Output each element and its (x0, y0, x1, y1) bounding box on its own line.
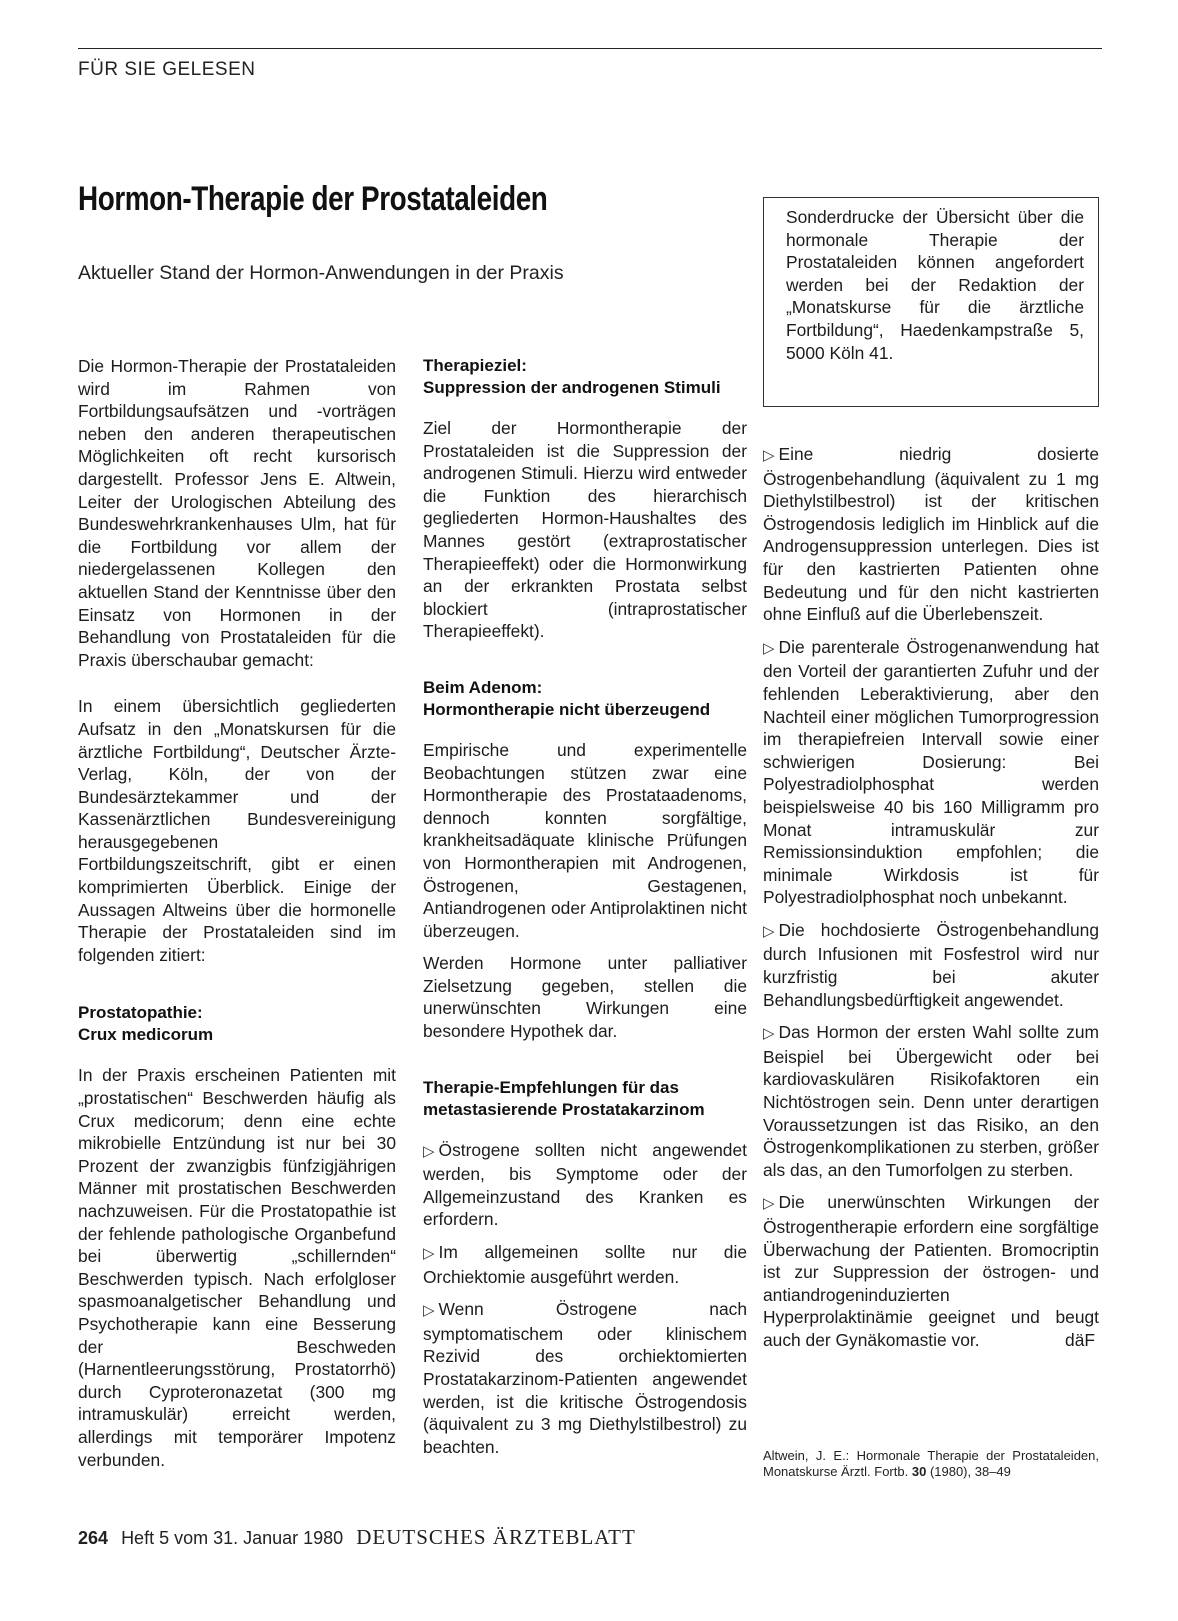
therapieziel-paragraph: Ziel der Hormontherapie der Prostataleiden ist die Suppression der androgenen Stimuli. Hierzu wird entweder die Funktion des hierarchisch gegliederten Hormon-Haushaltes des Mannes gestört (extraprostatischer Therapieeffekt) oder die Hormonwirkung an der erkrankten Prostata selbst blockiert (intraprostatischer Therapieeffekt). (423, 418, 747, 642)
heading-prostatopathie-line2: Crux medicorum (78, 1025, 214, 1045)
heading-adenom-line1: Beim Adenom: (423, 677, 543, 697)
issue-info: Heft 5 vom 31. Januar 1980 (121, 1528, 344, 1548)
recommendation-3 (423, 1298, 747, 1458)
recommendation-8-text: Die unerwünschten Wirkungen der Östrogentherapie erfordern eine sorgfältige Überwachung der Patienten. Bromocriptin ist zur Suppression der östrogen- und antiandrogeninduzierten Hyperprolaktinämie geeignet und beugt auch der Gynäkomastie vor. (763, 1192, 1099, 1350)
triangle-right-icon: ▷ (423, 1142, 435, 1160)
heading-prostatopathie-line1: Prostatopathie: (78, 1003, 203, 1023)
article-title: Hormon-Therapie der Prostataleiden (78, 180, 548, 218)
triangle-right-icon: ▷ (423, 1302, 435, 1320)
reference-citation (763, 1448, 1099, 1480)
reprint-notice-box (763, 197, 1099, 407)
author-signature: däF (1065, 1329, 1095, 1350)
recommendation-7-text: Das Hormon der ersten Wahl sollte zum Beispiel bei Übergewicht oder bei kardiovaskulären Risikofaktoren ein Nichtöstrogen sein. Denn unter derartigen Voraussetzungen ist das Risiko, an den Östrogenkomplikationen zu sterben, größer als das, an den Tumorfolgen zu sterben. (763, 1022, 1099, 1180)
article-subtitle: Aktueller Stand der Hormon-Anwendungen in der Praxis (78, 262, 564, 284)
prostatopathie-paragraph: In der Praxis erscheinen Patienten mit „prostatischen“ Beschwerden häufig als Crux medicorum; denn eine echte mikrobielle Entzündung ist nur bei 30 Prozent der zwanzigbis fünfzigjährigen Männer mit prostatischen Beschwerden nachzuweisen. Für die Prostatopathie ist der fehlende pathologische Organbefund bei überwertig „schillernden“ Beschwerden typisch. Nach erfolgloser spasmoanalgetischer Behandlung und Psychotherapie kann eine Besserung der Beschweden (Harnentleerungsstörung, Prostatorrhö) durch Cyproteronazetat (300 mg intramuskulär) erreicht werden, allerdings mit temporärer Impotenz verbunden. (78, 1065, 396, 1470)
recommendation-2 (423, 1241, 747, 1288)
triangle-right-icon: ▷ (763, 922, 775, 940)
page-number: 264 (78, 1528, 109, 1548)
adenom-paragraph-2: Werden Hormone unter palliativer Zielsetzung gegeben, stellen die unerwünschten Wirkungen eine besondere Hypothek dar. (423, 953, 747, 1042)
heading-therapieziel-line1: Therapieziel: (423, 356, 527, 375)
adenom-paragraph-1: Empirische und experimentelle Beobachtungen stützen zwar eine Hormontherapie des Prostataadenoms, dennoch konnten sorgfältige, krankheitsadäquate klinische Prüfungen von Hormontherapien mit Androgenen, Östrogenen, Gestagenen, Antiandrogenen oder Antiprolaktinen nicht überzeugen. (423, 739, 747, 941)
reference-year-pages: (1980), 38–49 (929, 1464, 1011, 1479)
heading-adenom-line2: Hormontherapie nicht überzeugend (423, 699, 711, 719)
triangle-right-icon: ▷ (763, 1195, 775, 1213)
recommendation-6 (763, 919, 1099, 1011)
recommendation-7 (763, 1021, 1099, 1181)
intro-paragraph-1: Die Hormon-Therapie der Prostataleiden wird im Rahmen von Fortbildungsaufsätzen und -vorträgen neben den anderen therapeutischen Möglichkeiten oft recht kursorisch dargestellt. Professor Jens E. Altwein, Leiter der Urologischen Abteilung des Bundeswehrkrankenhauses Ulm, hat für die Fortbildung vor allem der niedergelassenen Kollegen den aktuellen Stand der Kenntnisse über den Einsatz von Hormonen in der Behandlung von Prostataleiden für die Praxis überschaubar gemacht: (78, 356, 396, 670)
intro-paragraph-2: In einem übersichtlich gegliederten Aufsatz in den „Monatskursen für die ärztliche Fortbildung“, Deutscher Ärzte-Verlag, Köln, der von der Bundesärztekammer und der Kassenärztlichen Bundesvereinigung herausgegebenen Fortbildungszeitschrift, gibt er einen komprimierten Überblick. Einige der Aussagen Altweins über die hormonelle Therapie der Prostataleiden sind im folgenden zitiert: (78, 696, 396, 965)
recommendation-8 (763, 1191, 1099, 1351)
recommendation-5 (763, 636, 1099, 909)
recommendation-3-text: Wenn Östrogene nach symptomatischem oder klinischem Rezivid des orchiektomierten Prostatakarzinom-Patienten angewendet werden, ist die kritische Östrogendosis (äquivalent zu 3 mg Diethylstilbestrol) zu beachten. (423, 1299, 747, 1457)
triangle-right-icon: ▷ (763, 1025, 775, 1043)
header-rule (78, 48, 1102, 49)
reprint-notice-text: Sonderdrucke der Übersicht über die hormonale Therapie der Prostataleiden können angefordert werden bei der Redaktion der „Monatskurse für die ärztliche Fortbildung“, Haedenkampstraße 5, 5000 Köln 41. (786, 207, 1084, 363)
recommendation-4 (763, 443, 1099, 626)
heading-therapieziel-line2: Suppression der androgenen Stimuli (423, 378, 721, 397)
recommendation-4-text: Eine niedrig dosierte Östrogenbehandlung (äquivalent zu 1 mg Diethylstilbestrol) ist der kritischen Östrogendosis lediglich im Hinblick auf die Androgensuppression unterlegen. Dies ist für den kastrierten Patienten ohne Bedeutung und für den nicht kastrierten ohne Einfluß auf die Überlebenszeit. (763, 444, 1099, 625)
recommendation-6-text: Die hochdosierte Östrogenbehandlung durch Infusionen mit Fosfestrol wird nur kurzfristig bei akuter Behandlungsbedürftigkeit angewendet. (763, 919, 1099, 1010)
recommendation-1 (423, 1139, 747, 1231)
column-2 (423, 355, 747, 1458)
heading-empfehlungen (423, 1077, 747, 1121)
section-label: FÜR SIE GELESEN (78, 59, 256, 80)
heading-empfehlungen-line2: metastasierende Prostatakarzinom (423, 1099, 705, 1119)
column-1 (78, 355, 396, 1471)
triangle-right-icon: ▷ (763, 447, 775, 464)
journal-name: DEUTSCHES ÄRZTEBLATT (356, 1525, 636, 1549)
heading-empfehlungen-line1: Therapie-Empfehlungen für das (423, 1077, 679, 1097)
heading-adenom (423, 677, 747, 721)
page-footer (78, 1525, 636, 1550)
reference-volume: 30 (911, 1464, 927, 1479)
column-3 (763, 443, 1099, 1352)
heading-therapieziel (423, 355, 747, 399)
recommendation-5-text: Die parenterale Östrogenanwendung hat den Vorteil der garantierten Zufuhr und der fehlenden Leberaktivierung, aber den Nachteil einer möglichen Tumorprogression im therapiefreien Intervall sowie einer schwierigen Dosierung: Bei Polyestradiolphosphat werden beispielsweise 40 bis 160 Milligramm pro Monat intramuskulär zur Remissionsinduktion empfohlen; die minimale Wirkdosis ist für Polyestradiolphosphat noch unbekannt. (763, 636, 1099, 908)
recommendation-2-text: Im allgemeinen sollte nur die Orchiektomie ausgeführt werden. (423, 1242, 747, 1287)
triangle-right-icon: ▷ (763, 639, 775, 657)
recommendation-1-text: Östrogene sollten nicht angewendet werden, bis Symptome oder der Allgemeinzustand des Kranken es erfordern. (423, 1139, 747, 1230)
reference-text: Altwein, J. E.: Hormonale Therapie der Prostataleiden, Monatskurse Ärztl. Fortb. (763, 1448, 1099, 1479)
triangle-right-icon: ▷ (423, 1245, 435, 1263)
heading-prostatopathie (78, 1002, 396, 1046)
